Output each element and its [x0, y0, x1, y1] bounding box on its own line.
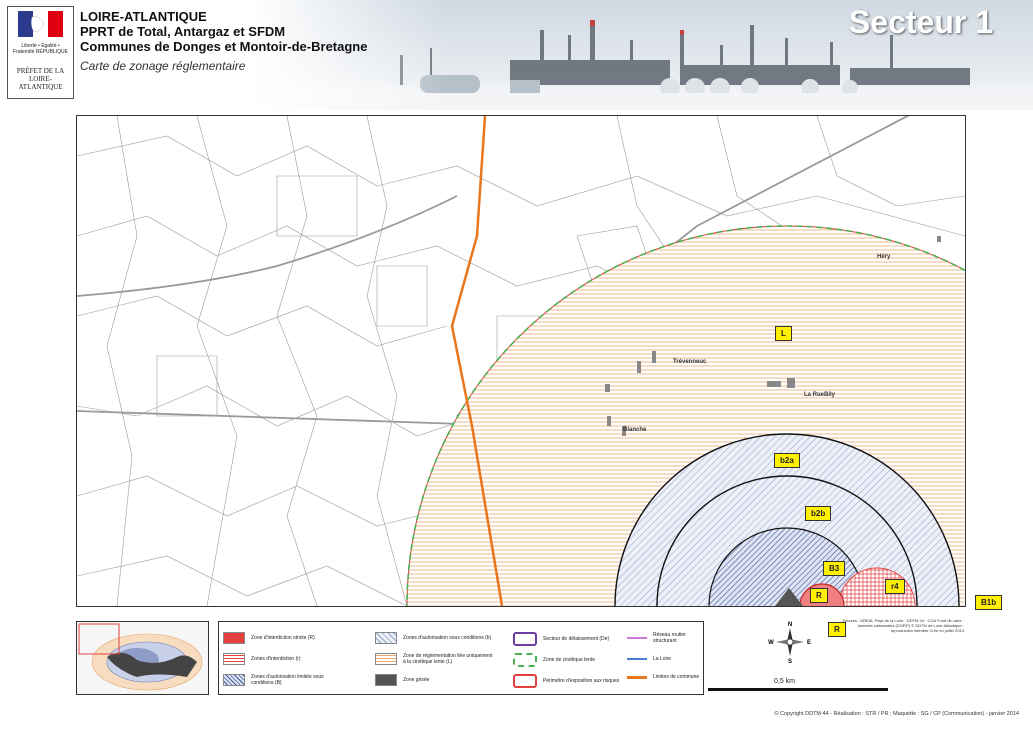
communes-title: Communes de Donges et Montoir-de-Bretagne [80, 39, 368, 54]
zone-label-b2b: b2b [805, 506, 831, 521]
prefet-label: PRÉFET DE LA LOIRE-ATLANTIQUE [16, 67, 65, 91]
legend-item-L [375, 653, 493, 665]
legend-swatch [627, 676, 647, 679]
compass-s: S [787, 659, 793, 664]
legend-label: Secteur de délaissement (De) [543, 636, 610, 642]
legend-item-loire [627, 656, 701, 662]
legend-label: Zone grisée [403, 677, 430, 683]
zone-label-B3: B3 [823, 561, 845, 576]
copyright-text: © Copyright DDTM 44 - Réalisation : STR / PR ; Maquette : SG / CP (Communication) - janvier 2014 [774, 711, 1019, 717]
zone-label-B1b: B1b [975, 595, 1002, 610]
place-trevenneuc: Trévenneuc [673, 359, 707, 365]
place-la-rue-bily: La RueBily [804, 392, 836, 398]
inset-overview-map[interactable] [76, 621, 209, 695]
map-canvas [77, 116, 965, 606]
map-legend [218, 621, 704, 695]
main-map[interactable] [76, 115, 966, 607]
legend-swatch [375, 632, 397, 644]
legend-item-r [223, 653, 341, 665]
inset-canvas [77, 622, 208, 694]
legend-item-grisee [375, 674, 493, 686]
legend-label: Zones d'autorisation sous conditions (b) [403, 635, 492, 641]
legend-label: Réseau routier structurant [653, 632, 686, 644]
place-hery: Héry [877, 254, 891, 260]
department-title: LOIRE-ATLANTIQUE [80, 9, 207, 24]
legend-swatch [375, 653, 397, 665]
legend-item-delaissement [513, 632, 631, 646]
legend-swatch [627, 658, 647, 660]
legend-swatch [375, 674, 397, 686]
legend-item-communes [627, 674, 701, 680]
scale-line [708, 688, 888, 691]
scale-label: 0,5 km [774, 678, 796, 685]
logo-text: Liberté • Égalité • Fraternité RÉPUBLIQUE [12, 43, 69, 55]
compass-n: N [787, 622, 793, 628]
zone-label-L: L [775, 326, 792, 341]
legend-swatch [223, 674, 245, 686]
legend-swatch [513, 674, 537, 688]
scale-bar [708, 678, 888, 692]
legend-label: Zone d'interdiction stricte (R) [251, 635, 315, 641]
legend-swatch [627, 637, 647, 639]
header [0, 0, 1033, 110]
legend-item-B [223, 674, 341, 686]
legend-item-b [375, 632, 493, 644]
legend-swatch [223, 632, 245, 644]
zone-label-r4: r4 [885, 579, 905, 594]
compass-rose [768, 620, 812, 664]
place-blanche: Blanche [623, 427, 647, 433]
map-subtitle: Carte de zonage réglementaire [80, 59, 246, 73]
legend-swatch [513, 653, 537, 667]
zone-label-R: R [810, 588, 828, 603]
legend-label: Périmètre d'exposition aux risques [543, 678, 620, 684]
legend-item-perimetre [513, 674, 631, 688]
title-block [80, 9, 367, 73]
legend-swatch [223, 653, 245, 665]
zone-label-R-outside: R [828, 622, 846, 637]
pprt-title: PPRT de Total, Antargaz et SFDM [80, 24, 286, 39]
prefet-box [7, 55, 74, 99]
compass-e: E [806, 640, 812, 646]
legend-label: Zone de réglementation liée uniquement à la cinétique lente (L) [403, 653, 493, 665]
marianne-flag-icon [18, 11, 63, 37]
legend-swatch [513, 632, 537, 646]
legend-label: Zones d'interdiction (r) [251, 656, 301, 662]
zone-label-b2a: b2a [774, 453, 800, 468]
compass-icon [768, 620, 812, 664]
compass-w: W [768, 640, 774, 646]
legend-label: Limites de commune [653, 674, 700, 680]
legend-item-cinetique [513, 653, 631, 667]
republique-logo [7, 6, 74, 57]
legend-label: Zone de cinétique lente [543, 657, 595, 663]
sources-text: Sources : DREAL Pays de la Loire · DDTM 44 · CGA Fond de carte : données cadastrales (DGFiP) © DDTM de Loire-Atlantique - reproduction interdite Créé en juillet 2013 [842, 618, 964, 633]
legend-item-reseau [627, 632, 701, 644]
legend-label: La Loire [653, 656, 672, 662]
sector-title: Secteur 1 [848, 4, 993, 40]
legend-item-R [223, 632, 341, 644]
legend-label: Zones d'autorisation limitée sous conditions (B) [251, 674, 324, 686]
